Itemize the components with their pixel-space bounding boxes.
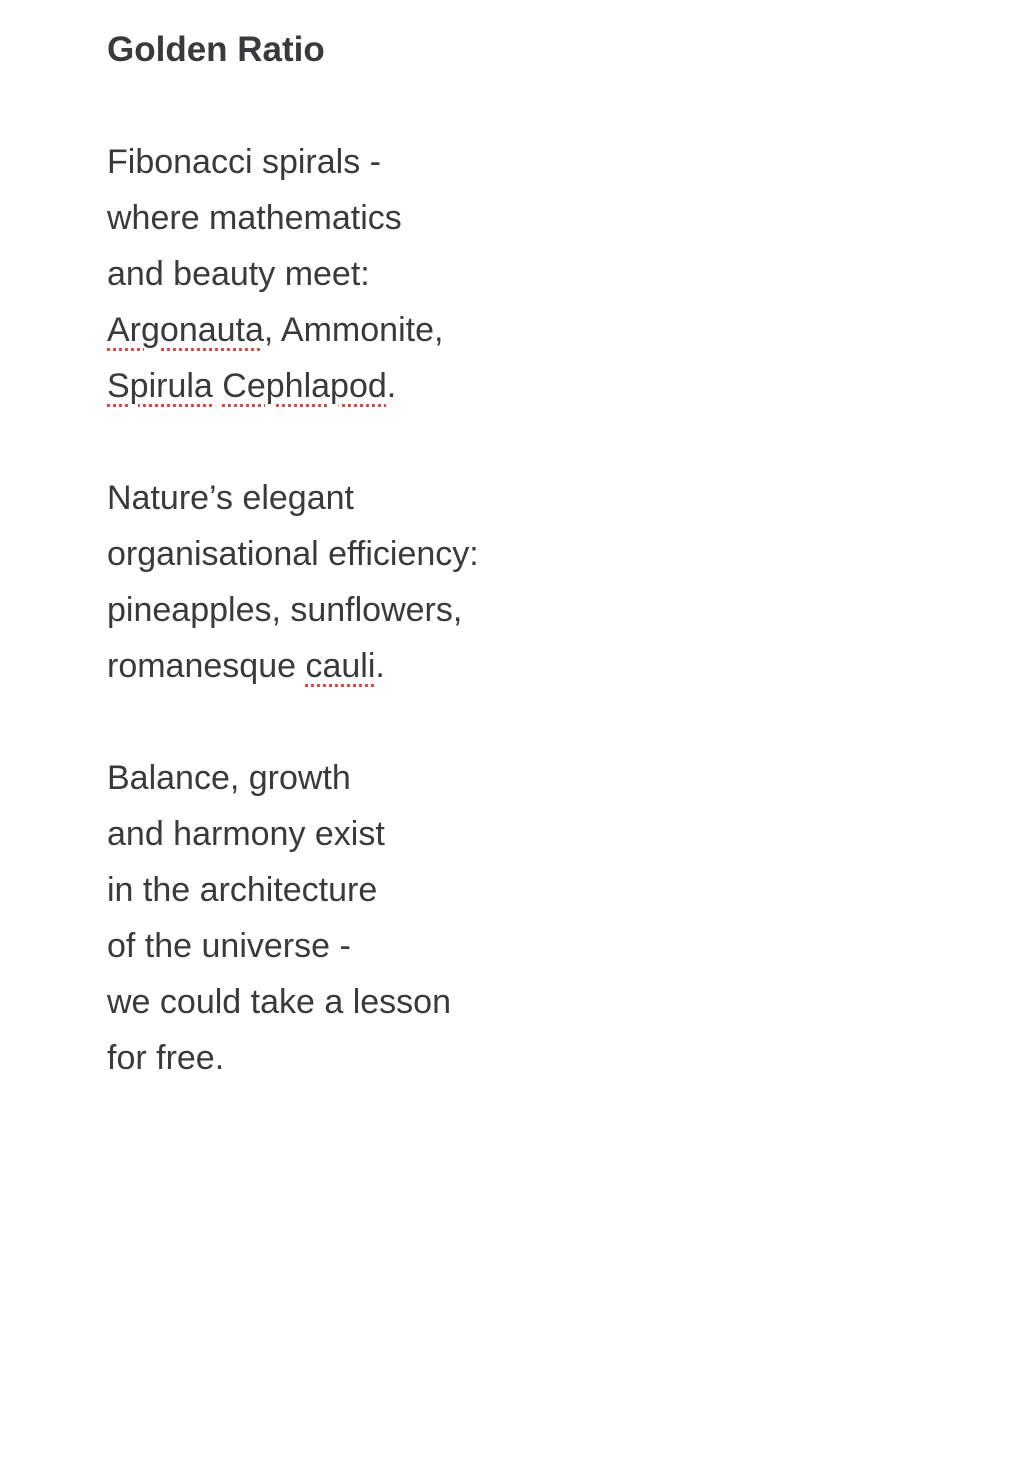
poem-line[interactable]: in the architecture <box>107 871 378 909</box>
blank-line <box>107 414 907 470</box>
misspelled-word[interactable]: Argonauta <box>107 311 264 349</box>
poem-line[interactable] <box>107 638 907 694</box>
poem-line[interactable]: Balance, growth <box>107 759 351 797</box>
stanza-2 <box>107 470 907 694</box>
poem-line[interactable]: of the universe - <box>107 927 351 965</box>
blank-line <box>107 78 907 134</box>
poem-line[interactable]: and harmony exist <box>107 815 385 853</box>
blank-line <box>107 694 907 750</box>
poem-line[interactable]: organisational efficiency: <box>107 535 479 573</box>
poem-line[interactable]: pineapples, sunflowers, <box>107 591 463 629</box>
poem-text: , Ammonite, <box>263 311 444 349</box>
misspelled-word[interactable]: Spirula <box>107 367 213 405</box>
poem-line[interactable]: where mathematics <box>107 199 402 237</box>
misspelled-word[interactable]: cauli <box>305 647 376 685</box>
poem-text: . <box>386 367 397 405</box>
poem-line[interactable]: for free. <box>107 1039 225 1077</box>
poem-line[interactable]: and beauty meet: <box>107 255 370 293</box>
poem-line[interactable]: Fibonacci spirals - <box>107 143 381 181</box>
poem-line[interactable] <box>107 358 907 414</box>
stanza-3 <box>107 750 907 1086</box>
poem-text <box>213 367 222 405</box>
note-body[interactable] <box>107 22 907 1086</box>
poem-text: . <box>375 647 385 685</box>
poem-line[interactable] <box>107 302 907 358</box>
note-title[interactable]: Golden Ratio <box>107 30 325 69</box>
stanza-1 <box>107 134 907 414</box>
poem-line[interactable]: Nature’s elegant <box>107 479 354 517</box>
misspelled-word[interactable]: Cephlapod <box>222 367 387 405</box>
poem-line[interactable]: we could take a lesson <box>107 983 451 1021</box>
poem-text: romanesque <box>107 647 306 685</box>
